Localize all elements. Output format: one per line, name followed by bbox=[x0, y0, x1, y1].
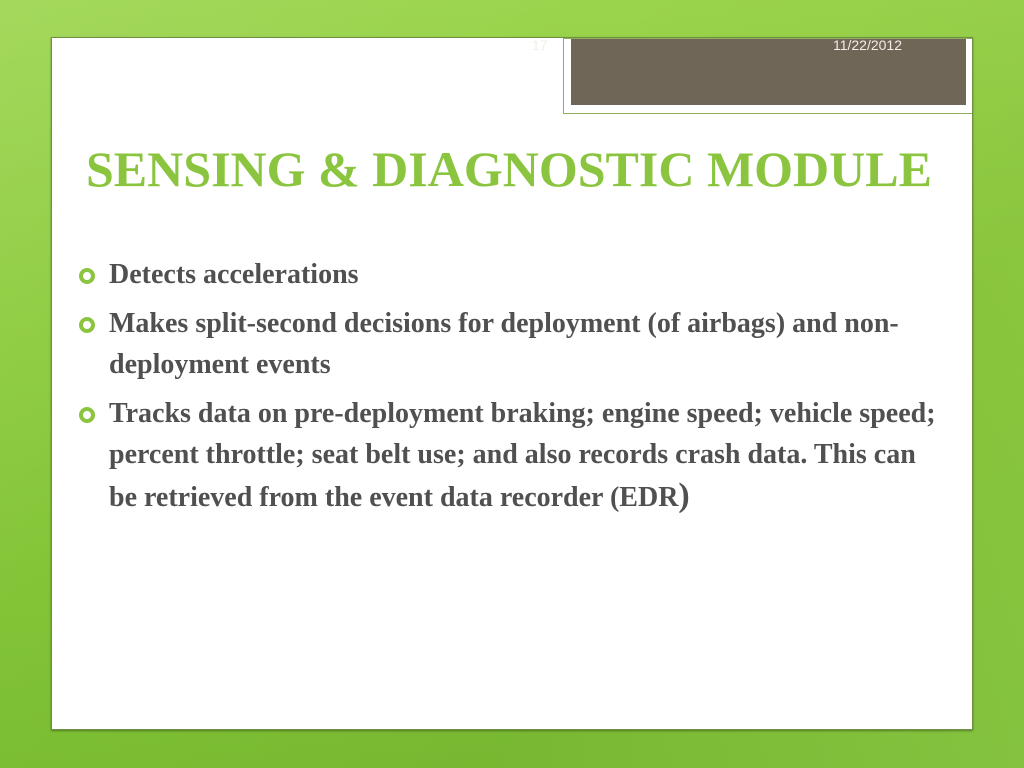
ring-bullet-icon bbox=[79, 268, 95, 284]
bullet-item bbox=[75, 303, 945, 385]
closing-parenthesis: ) bbox=[678, 477, 690, 514]
header-bar bbox=[571, 39, 966, 105]
bullet-text: Detects accelerations bbox=[109, 259, 359, 290]
ring-bullet-icon bbox=[79, 407, 95, 423]
slide-title: SENSING & DIAGNOSTIC MODULE bbox=[86, 141, 932, 197]
bullet-list bbox=[75, 254, 945, 526]
slide-date: 11/22/2012 bbox=[832, 37, 902, 53]
bullet-item bbox=[75, 254, 945, 295]
bullet-text: Makes split-second decisions for deployment (of airbags) and non-deployment events bbox=[109, 308, 899, 380]
bullet-text-main: Tracks data on pre-deployment braking; engine speed; vehicle speed; percent throttle; seat belt use; and also records crash data. This can be retrieved from the event data recorder (EDR bbox=[109, 398, 936, 513]
slide-number: 17 bbox=[532, 37, 548, 53]
bullet-item bbox=[75, 393, 945, 518]
ring-bullet-icon bbox=[79, 317, 95, 333]
header-tab bbox=[563, 38, 973, 114]
bullet-text bbox=[109, 393, 945, 518]
